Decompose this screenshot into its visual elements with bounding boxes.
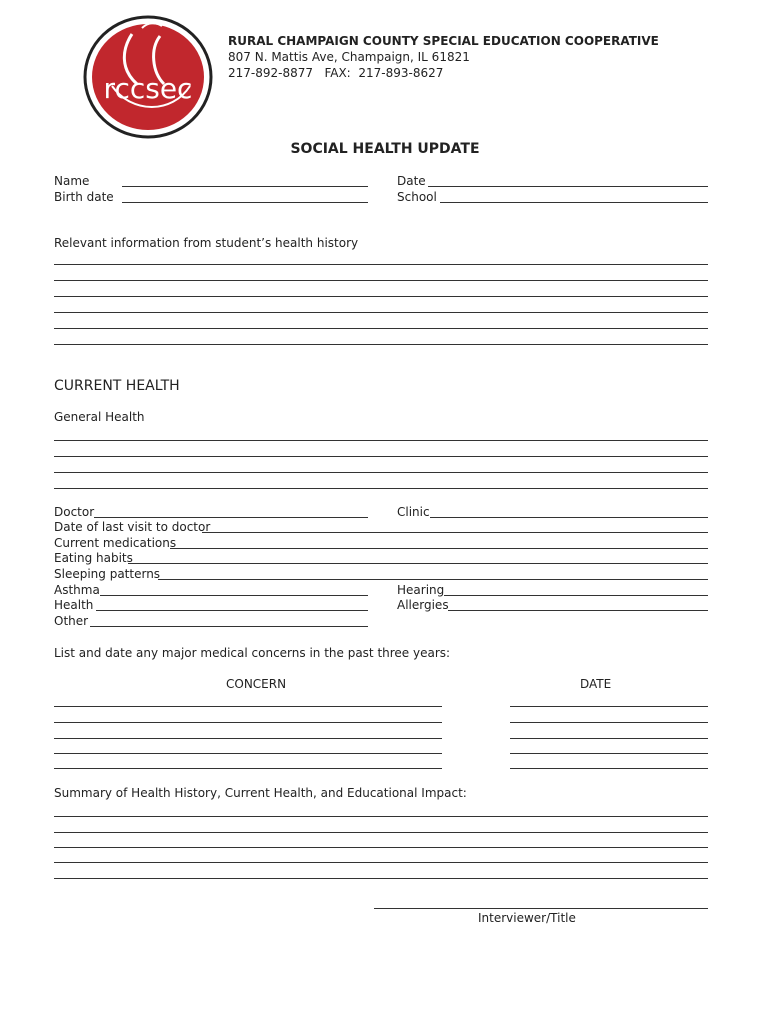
summary-line[interactable] bbox=[54, 847, 708, 848]
concern-date-line[interactable] bbox=[510, 706, 708, 707]
health-label: Health bbox=[54, 598, 94, 612]
concern-line[interactable] bbox=[54, 722, 442, 723]
concerns-prompt: List and date any major medical concerns in the past three years: bbox=[54, 646, 451, 660]
clinic-field[interactable] bbox=[430, 517, 708, 518]
asthma-field[interactable] bbox=[100, 595, 368, 596]
summary-line[interactable] bbox=[54, 832, 708, 833]
interviewer-signature-line[interactable] bbox=[374, 908, 708, 909]
health-history-line[interactable] bbox=[54, 296, 708, 297]
concern-line[interactable] bbox=[54, 768, 442, 769]
medications-label: Current medications bbox=[54, 536, 177, 550]
allergies-field[interactable] bbox=[448, 610, 708, 611]
rccsec-logo bbox=[82, 14, 214, 140]
date-field[interactable] bbox=[428, 186, 708, 187]
health-history-line[interactable] bbox=[54, 312, 708, 313]
summary-line[interactable] bbox=[54, 816, 708, 817]
general-health-line[interactable] bbox=[54, 440, 708, 441]
last-visit-label: Date of last visit to doctor bbox=[54, 520, 211, 534]
other-field[interactable] bbox=[90, 626, 368, 627]
health-field[interactable] bbox=[96, 610, 368, 611]
asthma-label: Asthma bbox=[54, 583, 100, 597]
current-health-heading: CURRENT HEALTH bbox=[54, 378, 180, 394]
health-history-line[interactable] bbox=[54, 280, 708, 281]
form-title: SOCIAL HEALTH UPDATE bbox=[290, 141, 480, 157]
organization-phone-fax: 217-892-8877 FAX: 217-893-8627 bbox=[228, 66, 444, 80]
concern-line[interactable] bbox=[54, 738, 442, 739]
health-history-line[interactable] bbox=[54, 328, 708, 329]
eating-habits-field[interactable] bbox=[128, 563, 708, 564]
general-health-line[interactable] bbox=[54, 472, 708, 473]
school-label: School bbox=[397, 190, 437, 204]
health-history-line[interactable] bbox=[54, 264, 708, 265]
summary-line[interactable] bbox=[54, 862, 708, 863]
name-label: Name bbox=[54, 174, 90, 188]
concern-date-line[interactable] bbox=[510, 753, 708, 754]
hearing-field[interactable] bbox=[444, 595, 708, 596]
doctor-field[interactable] bbox=[94, 517, 368, 518]
summary-line[interactable] bbox=[54, 878, 708, 879]
last-visit-field[interactable] bbox=[202, 532, 708, 533]
concern-date-line[interactable] bbox=[510, 768, 708, 769]
concern-date-line[interactable] bbox=[510, 722, 708, 723]
hearing-label: Hearing bbox=[397, 583, 445, 597]
general-health-label: General Health bbox=[54, 410, 145, 424]
health-history-line[interactable] bbox=[54, 344, 708, 345]
organization-address: 807 N. Mattis Ave, Champaign, IL 61821 bbox=[228, 50, 470, 64]
other-label: Other bbox=[54, 614, 89, 628]
interviewer-title-label: Interviewer/Title bbox=[478, 911, 576, 925]
clinic-label: Clinic bbox=[397, 505, 430, 519]
sleeping-patterns-label: Sleeping patterns bbox=[54, 567, 161, 581]
allergies-label: Allergies bbox=[397, 598, 449, 612]
birth-date-label: Birth date bbox=[54, 190, 114, 204]
doctor-label: Doctor bbox=[54, 505, 95, 519]
birth-date-field[interactable] bbox=[122, 202, 368, 203]
concern-line[interactable] bbox=[54, 753, 442, 754]
date-column-header: DATE bbox=[580, 677, 612, 691]
medications-field[interactable] bbox=[170, 548, 708, 549]
health-history-label: Relevant information from student’s health history bbox=[54, 236, 359, 250]
eating-habits-label: Eating habits bbox=[54, 551, 133, 565]
concern-date-line[interactable] bbox=[510, 738, 708, 739]
concern-column-header: CONCERN bbox=[226, 677, 287, 691]
concern-line[interactable] bbox=[54, 706, 442, 707]
school-field[interactable] bbox=[440, 202, 708, 203]
sleeping-patterns-field[interactable] bbox=[158, 579, 708, 580]
date-label: Date bbox=[397, 174, 426, 188]
logo-text: rccsec bbox=[103, 72, 193, 105]
summary-label: Summary of Health History, Current Health, and Educational Impact: bbox=[54, 786, 467, 800]
general-health-line[interactable] bbox=[54, 456, 708, 457]
organization-name: RURAL CHAMPAIGN COUNTY SPECIAL EDUCATION COOPERATIVE bbox=[228, 34, 659, 48]
general-health-line[interactable] bbox=[54, 488, 708, 489]
name-field[interactable] bbox=[122, 186, 368, 187]
